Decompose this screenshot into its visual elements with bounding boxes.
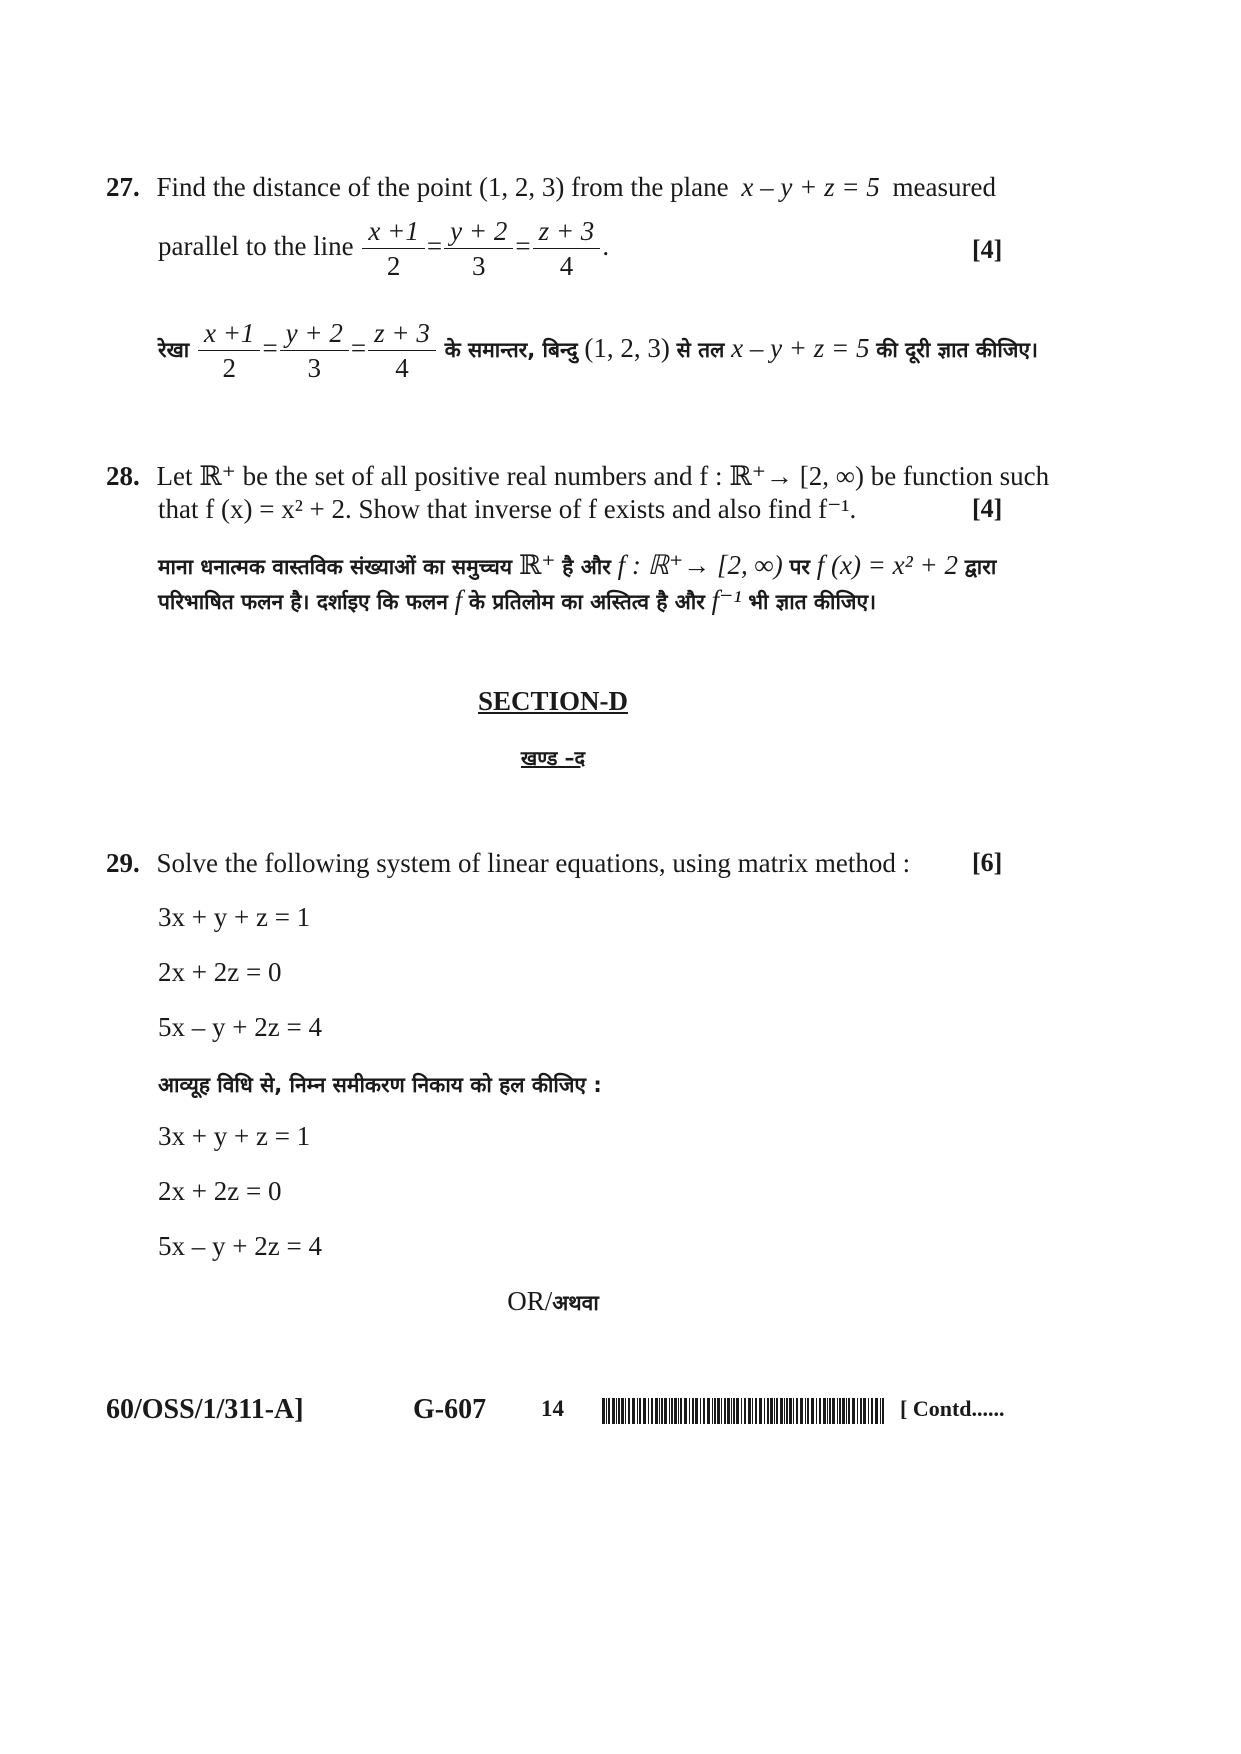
equation: 5x – y + 2z = 4 (158, 1231, 322, 1261)
numerator: y + 2 (280, 318, 349, 351)
numerator: z + 3 (533, 216, 601, 249)
continued-marker: [ Contd...... (900, 1396, 1005, 1421)
fraction (533, 216, 601, 281)
hindi-text: पर (789, 555, 810, 579)
hindi-text: के समान्तर, बिन्दु (444, 338, 578, 362)
series-code: G-607 (413, 1394, 487, 1425)
hindi-text: आव्यूह विधि से, निम्न समीकरण निकाय को हल कीजिए : (158, 1073, 602, 1097)
paper-code: 60/OSS/1/311-A] (106, 1394, 304, 1425)
question-29 (106, 846, 910, 880)
equation: 2x + 2z = 0 (158, 1176, 282, 1206)
section-title-hindi: खण्ड –द (520, 746, 586, 770)
math: f (x) = x² + 2 (816, 550, 958, 580)
denominator: 2 (386, 251, 401, 282)
math: f⁻¹ (711, 585, 742, 615)
hindi-text: भी ज्ञात कीजिए। (748, 590, 877, 614)
hindi-text: माना धनात्मक वास्तविक संख्याओं का समुच्चय (158, 555, 513, 579)
fraction (368, 318, 436, 383)
hindi-text: परिभाषित फलन है। दर्शाइए कि फलन (158, 590, 448, 614)
fraction (444, 216, 513, 281)
question-text: Solve the following system of linear equations, using matrix method : (156, 848, 911, 878)
barcode-image (602, 1398, 942, 1424)
question-number: 27. (106, 172, 140, 202)
or-text: OR/ (507, 1286, 553, 1316)
fraction (362, 216, 424, 281)
marks-badge: [4] (972, 235, 1003, 264)
question-text-line2: that f (x) = x² + 2. Show that inverse of f exists and also find f⁻¹. (158, 494, 857, 524)
question-text: parallel to the line (158, 231, 354, 261)
hindi-text: रेखा (158, 338, 190, 362)
plane-equation: x – y + z = 5 (731, 333, 870, 363)
section-heading (0, 686, 1106, 717)
math: f (454, 585, 463, 615)
section-title: SECTION-D (477, 686, 629, 716)
question-number: 28. (106, 461, 140, 491)
numerator: x +1 (362, 216, 424, 249)
question-27-line2: parallel to the line $\frac{x +1}{2}$ = $\frac{y + 2}{3}$ = $\frac{z + 3}{4}$ . (158, 216, 610, 282)
equation: 5x – y + 2z = 4 (158, 1012, 322, 1042)
question-27 (106, 170, 996, 204)
hindi-text: है और (562, 555, 611, 579)
denominator: 2 (222, 353, 236, 384)
or-separator (0, 1284, 1106, 1320)
section-heading-hindi (0, 744, 1106, 771)
fraction (198, 318, 260, 383)
question-28-hindi-line1 (158, 548, 996, 584)
question-text: Find the distance of the point (1, 2, 3) from the plane (156, 172, 729, 202)
fraction (280, 318, 349, 383)
question-28-hindi-line2 (158, 583, 876, 619)
hindi-text: से तल (676, 338, 725, 362)
equation: 3x + y + z = 1 (158, 902, 311, 932)
math: f : ℝ⁺→ [2, ∞) (617, 550, 783, 580)
question-28 (106, 459, 1049, 493)
question-number: 29. (106, 848, 140, 878)
plane-equation: x – y + z = 5 (741, 172, 880, 202)
math: ℝ⁺ (518, 550, 556, 580)
question-27-hindi: रेखा $\frac{x +1}{2}$ = $\frac{y + 2}{3}$ = $\frac{z + 3}{4}$ के समान्तर, बिन्दु (1, 2, 3) से तल x – y + z = 5 की दूरी ज्ञात कीजिए। (158, 318, 1038, 384)
or-text-hindi: अथवा (552, 1291, 599, 1315)
hindi-text: द्वारा (964, 555, 997, 579)
denominator: 4 (395, 353, 409, 384)
numerator: z + 3 (368, 318, 436, 351)
equation: 3x + y + z = 1 (158, 1121, 311, 1151)
hindi-text: के प्रतिलोम का अस्तित्व है और (468, 590, 705, 614)
marks-badge: [6] (972, 848, 1003, 877)
page-number: 14 (541, 1396, 564, 1421)
question-text: Let ℝ⁺ be the set of all positive real numbers and f : ℝ⁺→ [2, ∞) be function such (156, 461, 1050, 491)
numerator: x +1 (198, 318, 260, 351)
equation: 2x + 2z = 0 (158, 957, 282, 987)
point: (1, 2, 3) (584, 333, 670, 363)
denominator: 4 (559, 251, 574, 282)
marks-badge: [4] (972, 494, 1003, 523)
denominator: 3 (471, 251, 486, 282)
question-text-end: measured (892, 172, 996, 202)
denominator: 3 (307, 353, 322, 384)
numerator: y + 2 (444, 216, 513, 249)
hindi-text: की दूरी ज्ञात कीजिए। (876, 338, 1038, 362)
question-29-hindi (158, 1066, 602, 1102)
